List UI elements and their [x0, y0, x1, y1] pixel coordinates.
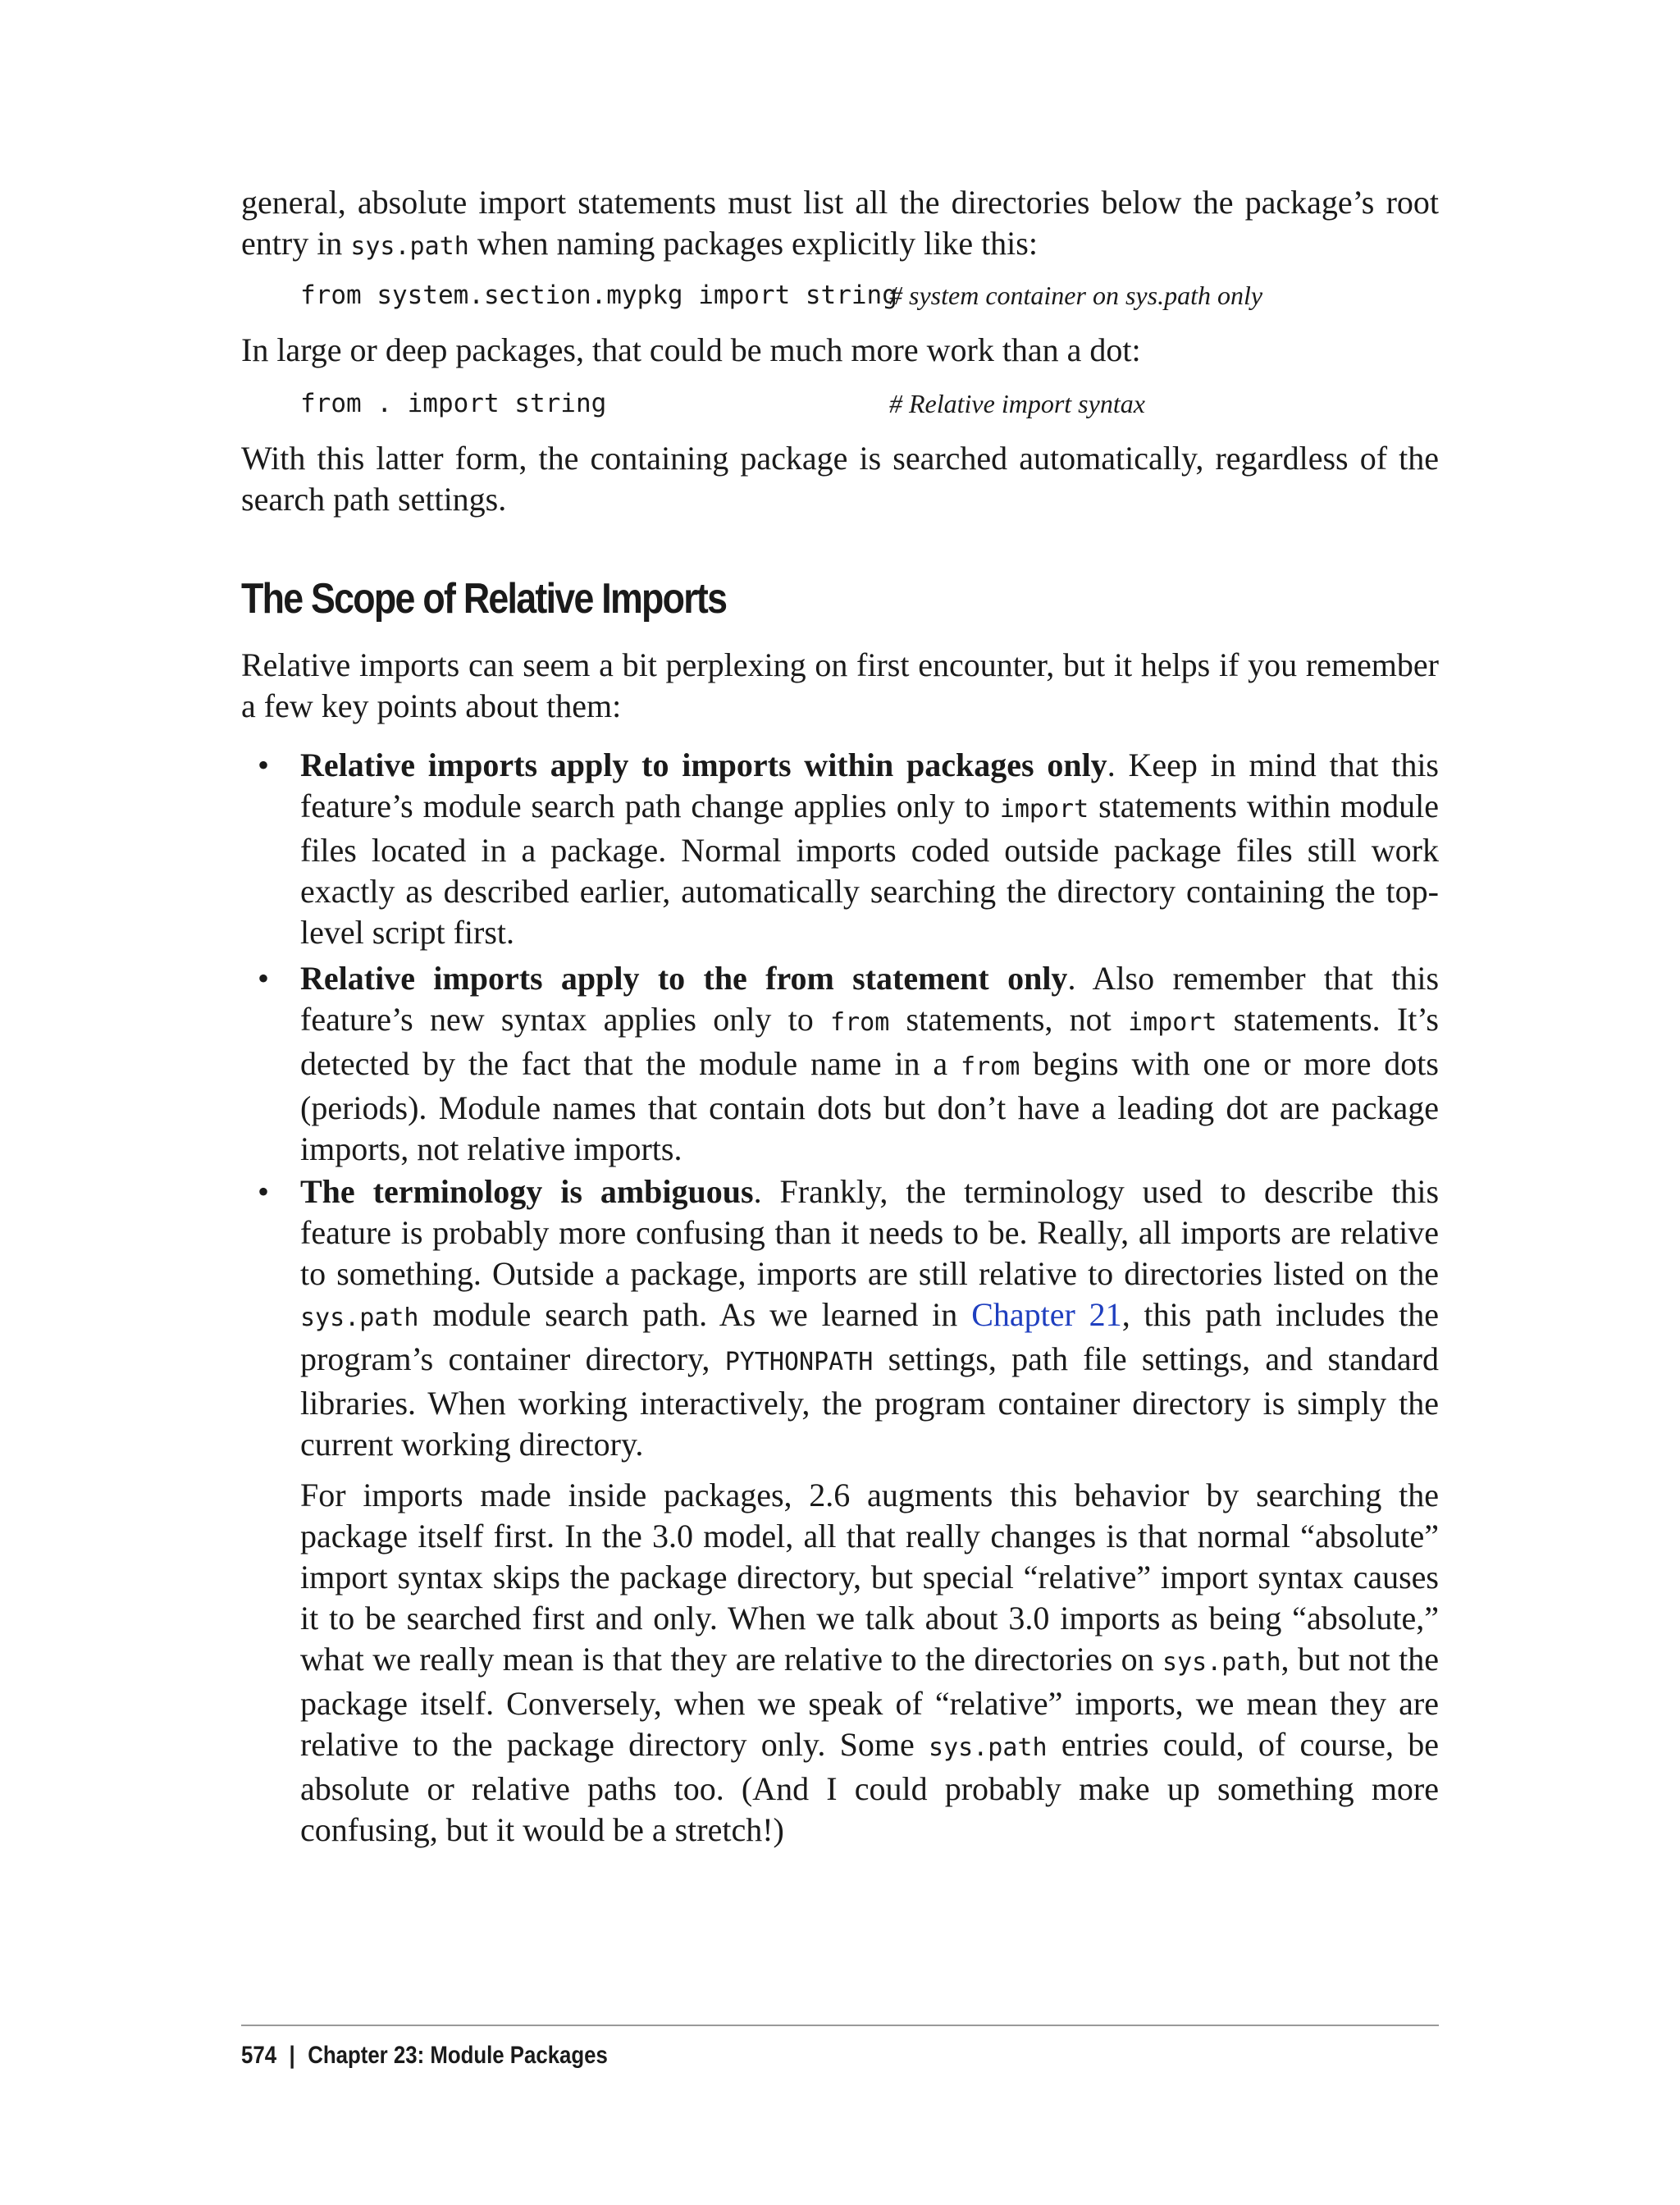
intro-paragraph-1	[241, 182, 1439, 267]
code-line-1: from system.section.mypkg import string	[300, 281, 897, 310]
text: . Frankly, the terminology used to describe this feature is probably more confusing than it needs to be. Really, all imports are relative to something. Outside a package, imports are still relative to directories listed on the	[300, 1173, 1440, 1292]
code-line-2: from . import string	[300, 389, 607, 418]
bullet-text	[300, 745, 1439, 953]
text: Relative imports can seem a bit perplexing on first encounter, but it helps if you remember a few key points about them:	[241, 646, 1439, 724]
bullet-item-1	[258, 745, 1439, 953]
inline-code: PYTHONPATH	[724, 1348, 874, 1376]
bullet-text	[300, 958, 1439, 1170]
text: . Keep in mind that this feature’s module search path change applies only to	[300, 746, 1439, 824]
inline-code: from	[830, 1008, 890, 1037]
inline-code: sys.path	[929, 1733, 1048, 1762]
inline-code: sys.path	[300, 1303, 419, 1332]
text: when naming packages explicitly like this:	[468, 225, 1038, 262]
bullet-marker: •	[258, 960, 270, 997]
text: statements within module files located in a package. Normal imports coded outside package files still work exactly as described earlier, automatically searching the directory containing the top-level script first.	[300, 788, 1439, 951]
text: statements. It’s detected by the fact that the module name in a	[300, 1001, 1440, 1082]
inline-code: from	[961, 1052, 1020, 1081]
footer-rule	[241, 2025, 1439, 2026]
text: , this path includes the program’s container directory,	[300, 1296, 1440, 1377]
text: With this latter form, the containing package is searched automatically, regardless of the search path settings.	[241, 440, 1439, 518]
intro-paragraph-2	[241, 330, 1439, 371]
page-footer	[241, 2039, 608, 2072]
inline-code: sys.path	[1162, 1648, 1281, 1677]
text: statements, not	[889, 1001, 1129, 1038]
code-comment-2: # Relative import syntax	[889, 389, 1145, 418]
inline-code: import	[999, 795, 1089, 824]
text: general, absolute import statements must list all the directories below the package’s root entry in	[241, 184, 1439, 262]
code-comment-1: # system container on sys.path only	[889, 281, 1263, 310]
chapter-title: Chapter 23: Module Packages	[308, 2042, 608, 2069]
bullet-text	[300, 1171, 1439, 1465]
bullet-marker: •	[258, 1173, 270, 1210]
text: For imports made inside packages, 2.6 augments this behavior by searching the package itself first. In the 3.0 model, all that really changes is that normal “absolute” import syntax skips the package directory, but special “relative” import syntax causes it to be searched first and only. When we talk about 3.0 imports as being “absolute,” what we really mean is that they are relative to the directories on	[300, 1477, 1439, 1678]
inline-code: import	[1128, 1008, 1217, 1037]
bullet-continuation-paragraph	[300, 1475, 1439, 1851]
inline-code: sys.path	[350, 232, 469, 261]
section-intro-paragraph	[241, 645, 1439, 727]
bullet-item-2	[258, 958, 1440, 1170]
text: begins with one or more dots (periods). Module names that contain dots but don’t have a leading dot are package imports, not relative imports.	[300, 1045, 1439, 1167]
bullet-item-3	[258, 1171, 1440, 1851]
chapter-21-link[interactable]: Chapter 21	[971, 1296, 1122, 1333]
text: settings, path file settings, and standard libraries. When working interactively, the program container directory is simply the current working directory.	[300, 1340, 1439, 1463]
section-heading: The Scope of Relative Imports	[241, 575, 727, 623]
page-number: 574	[241, 2042, 277, 2069]
bold-lead: Relative imports apply to the from statement only	[300, 960, 1068, 997]
footer-separator: |	[289, 2042, 295, 2069]
text: , but not the package itself. Conversely, when we speak of “relative” imports, we mean they are relative to the package directory only. Some	[300, 1641, 1440, 1763]
text: module search path. As we learned in	[418, 1296, 972, 1333]
intro-paragraph-3	[241, 438, 1439, 520]
text: In large or deep packages, that could be much more work than a dot:	[241, 331, 1141, 368]
text: . Also remember that this feature’s new syntax applies only to	[300, 960, 1440, 1038]
bullet-marker: •	[258, 746, 270, 783]
bold-lead: Relative imports apply to imports within packages only	[300, 746, 1107, 783]
bold-lead: The terminology is ambiguous	[300, 1173, 754, 1210]
text: entries could, of course, be absolute or relative paths too. (And I could probably make up something more confusing, but it would be a stretch!)	[300, 1726, 1439, 1848]
